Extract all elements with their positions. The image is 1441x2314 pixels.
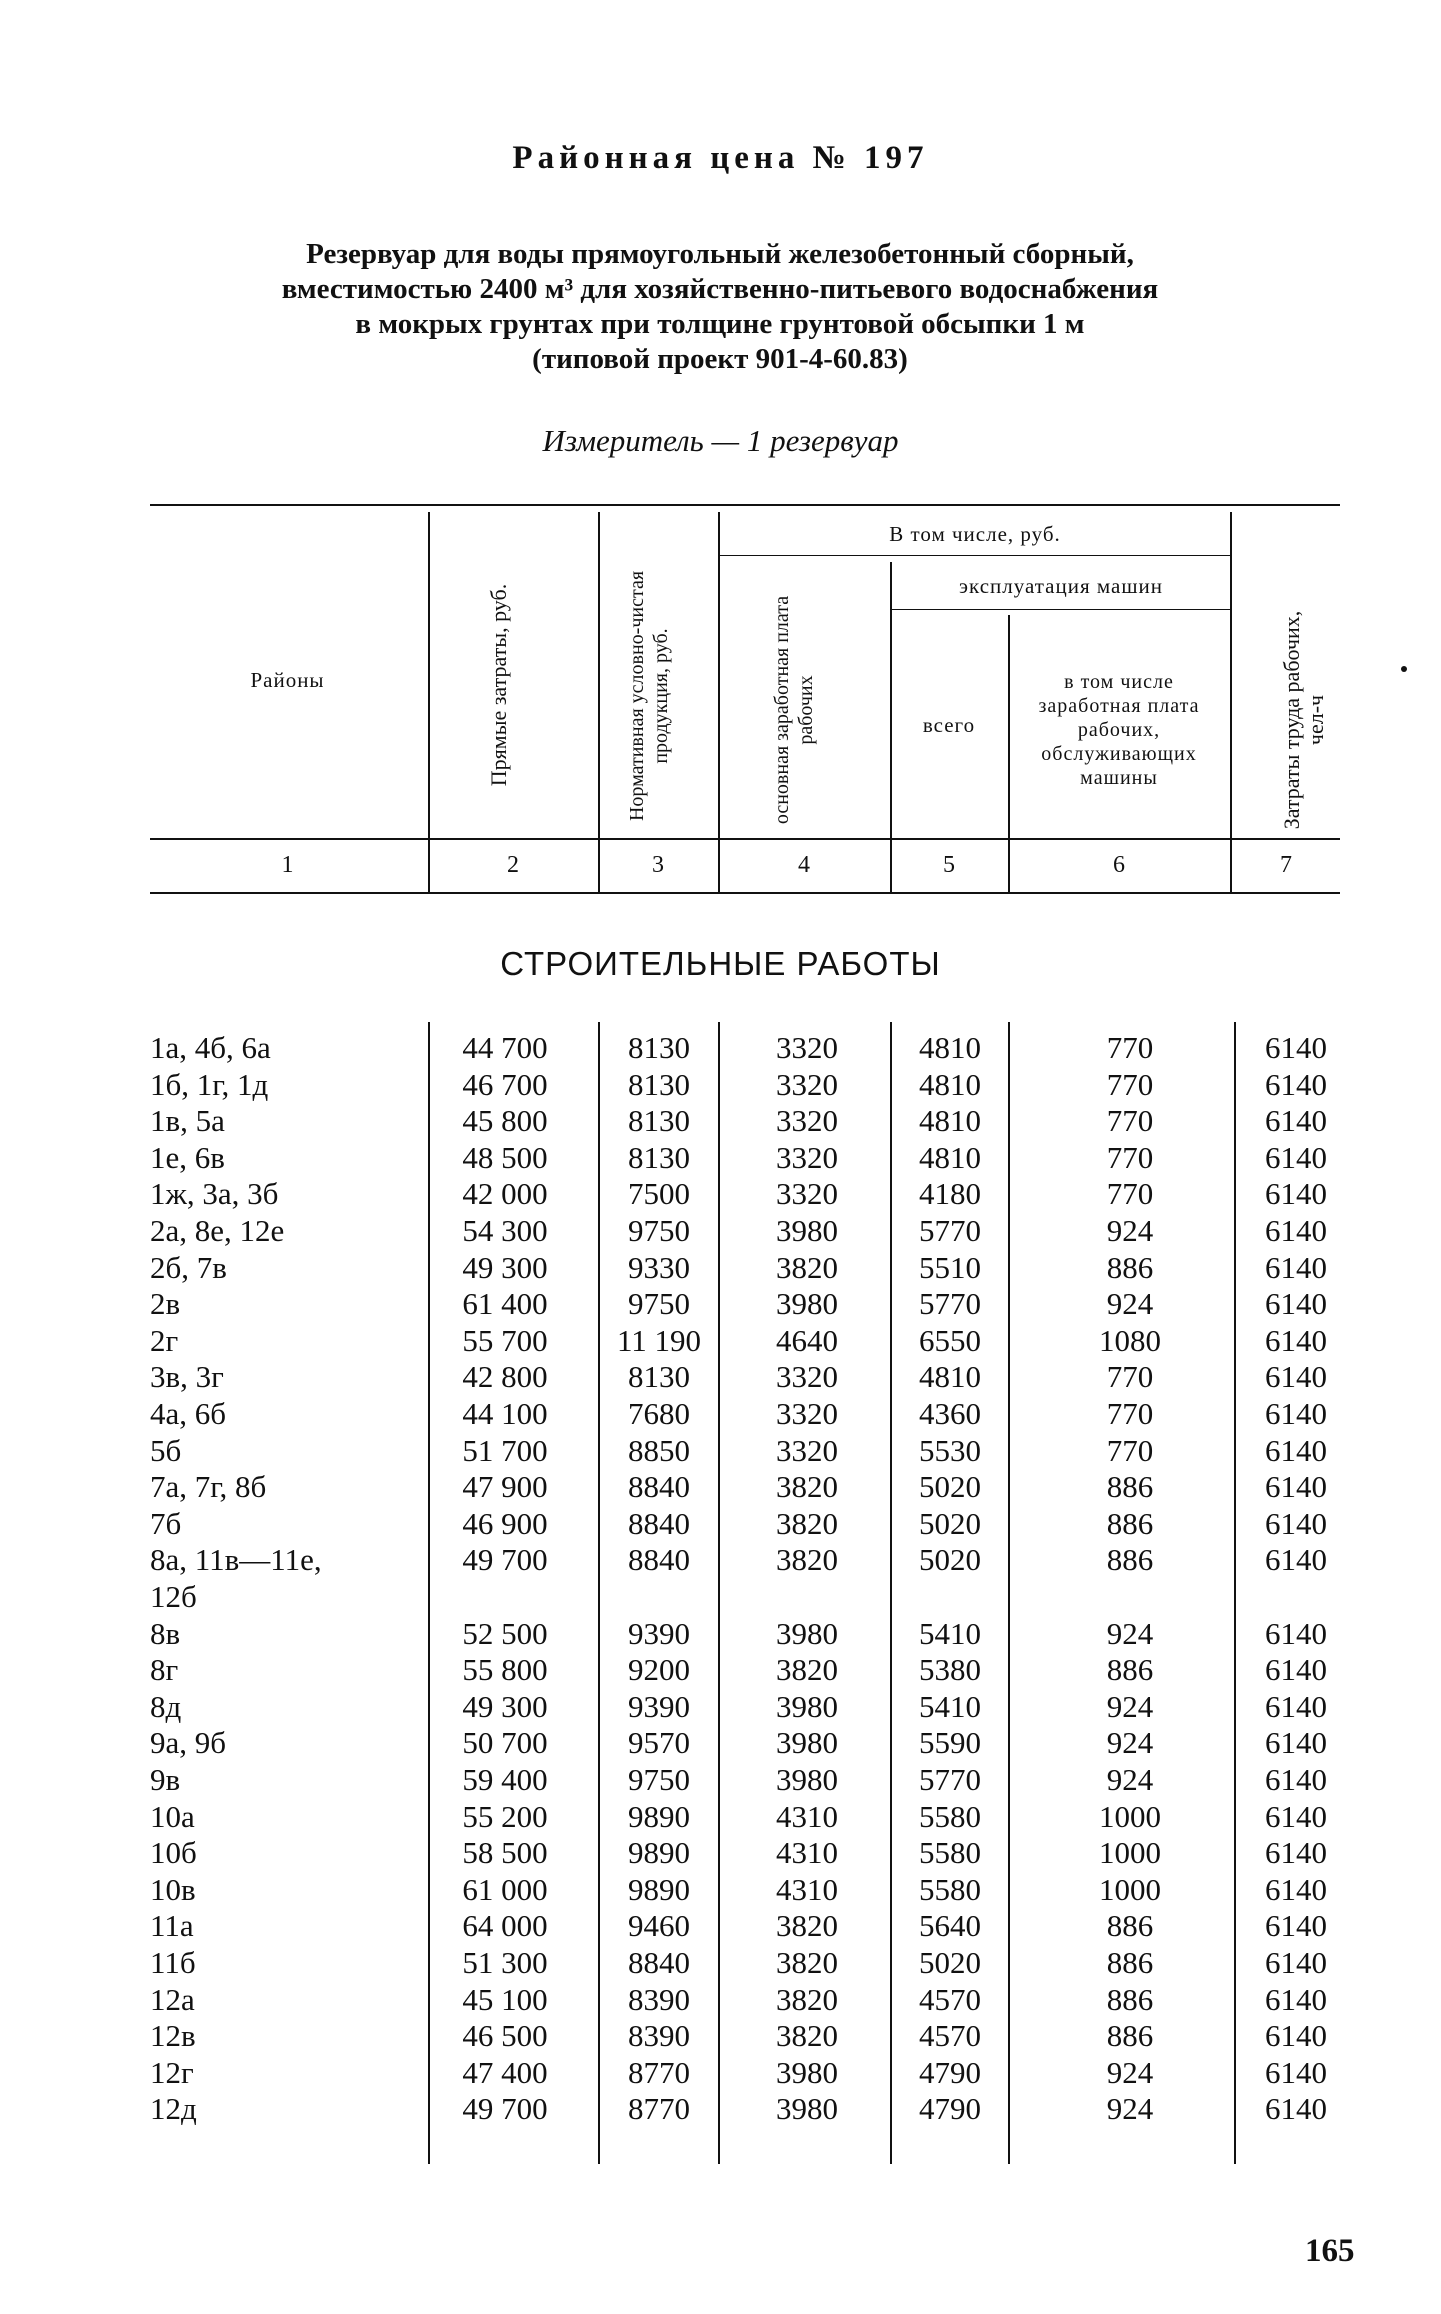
value-cell: 8390: [628, 2018, 690, 2054]
value-cell: 49 300: [462, 1688, 548, 1724]
table-row: [0, 1396, 1441, 1432]
value-cell: 886: [1106, 1469, 1154, 1505]
speck: [1401, 666, 1407, 672]
value-cell: 49 300: [462, 1249, 548, 1285]
table-row: [0, 1945, 1441, 1981]
value-cell: 3320: [776, 1359, 838, 1395]
measure-unit: Измеритель — 1 резервуар: [542, 423, 899, 458]
value-cell: 9330: [628, 1249, 690, 1285]
value-cell: 7680: [628, 1396, 690, 1431]
value-cell: 47 400: [462, 2054, 548, 2090]
value-cell: 9890: [628, 1835, 690, 1871]
table-row: [0, 1908, 1441, 1944]
table-row: [0, 1140, 1441, 1176]
value-cell: 3820: [776, 1652, 838, 1688]
value-cell: 44 700: [462, 1030, 548, 1065]
column-number: 2: [507, 852, 519, 878]
value-cell: 8770: [628, 2091, 690, 2127]
value-cell: 3320: [776, 1176, 838, 1212]
value-cell: 3820: [776, 1249, 838, 1285]
region-cell: 1е, 6в: [150, 1139, 225, 1175]
value-cell: 886: [1106, 1505, 1154, 1541]
region-cell: 1в, 5а: [150, 1103, 225, 1139]
table-row: [0, 1652, 1441, 1688]
value-cell: 5530: [919, 1432, 981, 1468]
subtitle-line: в мокрых грунтах при толщине грунтовой обсыпки 1 м: [355, 308, 1085, 340]
colnum-bottom-rule: [150, 892, 1340, 894]
region-cell: 8а, 11в—11е,: [150, 1542, 322, 1578]
value-cell: 3320: [776, 1103, 838, 1139]
value-cell: 6140: [1265, 1396, 1327, 1431]
value-cell: 3980: [776, 1762, 838, 1797]
region-cell: 11а: [150, 1908, 194, 1944]
value-cell: 8840: [628, 1469, 690, 1505]
value-cell: 6140: [1265, 1432, 1327, 1468]
value-cell: 3320: [776, 1066, 838, 1102]
header-direct-costs: Прямые затраты, руб.: [486, 583, 511, 787]
value-cell: 6140: [1265, 1908, 1327, 1944]
header-regions: Районы: [250, 668, 325, 692]
value-cell: 8130: [628, 1030, 690, 1065]
value-cell: 1000: [1099, 1835, 1161, 1871]
value-cell: 11 190: [616, 1322, 702, 1358]
value-cell: 5580: [919, 1798, 981, 1834]
table-row: [0, 1067, 1441, 1103]
region-cell: 12в: [150, 2018, 196, 2054]
value-cell: 44 100: [462, 1396, 548, 1431]
table-row: [0, 1103, 1441, 1139]
table-row: [0, 1286, 1441, 1322]
value-cell: 4310: [776, 1871, 838, 1907]
value-cell: 5770: [919, 1762, 981, 1797]
value-cell: 8130: [628, 1103, 690, 1139]
column-number: 3: [652, 852, 664, 878]
region-cell: 12б: [150, 1579, 197, 1614]
table-row: [0, 1323, 1441, 1359]
value-cell: 4810: [919, 1359, 981, 1395]
value-cell: 6140: [1265, 1871, 1327, 1907]
value-cell: 3980: [776, 1615, 838, 1651]
header-normative-products: Нормативная условно-чистая продукция, руб.: [626, 570, 672, 822]
table-row: [0, 2091, 1441, 2127]
subtitle-line: вместимостью 2400 м³ для хозяйственно-питьевого водоснабжения: [281, 273, 1159, 305]
table-row: [0, 1579, 1441, 1615]
value-cell: 4180: [919, 1176, 981, 1212]
value-cell: 6550: [919, 1322, 981, 1358]
value-cell: 4570: [919, 2018, 981, 2054]
value-cell: 924: [1106, 1286, 1154, 1322]
value-cell: 924: [1106, 1762, 1154, 1797]
value-cell: 9890: [628, 1798, 690, 1834]
value-cell: 6140: [1265, 1176, 1327, 1212]
value-cell: 5770: [919, 1213, 981, 1248]
value-cell: 52 500: [462, 1615, 548, 1651]
header-incl-wage: в том числе заработная плата рабочих, обслуживающих машины: [1038, 671, 1200, 789]
table-row: [0, 1213, 1441, 1249]
value-cell: 61 400: [462, 1286, 548, 1322]
value-cell: 9200: [628, 1652, 690, 1688]
region-cell: 11б: [150, 1945, 196, 1980]
region-cell: 8г: [150, 1652, 179, 1688]
table-row: [0, 1616, 1441, 1652]
value-cell: 886: [1106, 1945, 1154, 1980]
table-row: [0, 2055, 1441, 2091]
table-row: [0, 1982, 1441, 2018]
value-cell: 6140: [1265, 1762, 1327, 1797]
machines-rule: [890, 609, 1230, 610]
value-cell: 6140: [1265, 1030, 1327, 1065]
value-cell: 6140: [1265, 1066, 1327, 1102]
value-cell: 6140: [1265, 1249, 1327, 1285]
value-cell: 6140: [1265, 1945, 1327, 1980]
table-row: [0, 1689, 1441, 1725]
value-cell: 3980: [776, 1286, 838, 1322]
value-cell: 6140: [1265, 2018, 1327, 2054]
region-cell: 4а, 6б: [150, 1396, 227, 1431]
page-title: Районная цена № 197: [512, 140, 929, 176]
header-machine-operation: эксплуатация машин: [959, 574, 1163, 598]
region-cell: 9а, 9б: [150, 1725, 227, 1761]
value-cell: 886: [1106, 1652, 1154, 1688]
table-subtitle: [150, 237, 1290, 377]
value-cell: 1000: [1099, 1871, 1161, 1907]
value-cell: 3320: [776, 1139, 838, 1175]
value-cell: 5020: [919, 1542, 981, 1578]
region-cell: 12д: [150, 2091, 197, 2127]
value-cell: 6140: [1265, 1359, 1327, 1395]
value-cell: 3820: [776, 1981, 838, 2017]
including-rule: [718, 555, 1230, 556]
value-cell: 4310: [776, 1835, 838, 1871]
value-cell: 8850: [628, 1432, 690, 1468]
value-cell: 6140: [1265, 1725, 1327, 1761]
value-cell: 770: [1106, 1359, 1154, 1395]
value-cell: 886: [1106, 1981, 1154, 2017]
value-cell: 924: [1106, 1688, 1154, 1724]
value-cell: 3320: [776, 1432, 838, 1468]
value-cell: 3980: [776, 2054, 838, 2090]
value-cell: 3320: [776, 1396, 838, 1431]
value-cell: 7500: [628, 1176, 690, 1212]
region-cell: 2г: [150, 1322, 179, 1358]
value-cell: 45 800: [462, 1103, 548, 1139]
value-cell: 8130: [628, 1066, 690, 1102]
value-cell: 5770: [919, 1286, 981, 1322]
value-cell: 5410: [919, 1688, 981, 1724]
value-cell: 4810: [919, 1030, 981, 1065]
value-cell: 886: [1106, 2018, 1154, 2054]
value-cell: 770: [1106, 1139, 1154, 1175]
value-cell: 6140: [1265, 1103, 1327, 1139]
value-cell: 8840: [628, 1542, 690, 1578]
table-row: [0, 1542, 1441, 1578]
subtitle-line: (типовой проект 901-4-60.83): [532, 343, 908, 375]
value-cell: 3980: [776, 1725, 838, 1761]
value-cell: 9750: [628, 1213, 690, 1248]
value-cell: 3320: [776, 1030, 838, 1065]
region-cell: 2а, 8е, 12е: [150, 1213, 285, 1248]
subtitle-line: Резервуар для воды прямоугольный железобетонный сборный,: [306, 238, 1134, 270]
header-divider: [718, 512, 720, 892]
value-cell: 4790: [919, 2054, 981, 2090]
value-cell: 6140: [1265, 1981, 1327, 2017]
page-number: 165: [1305, 2233, 1355, 2269]
table-row: [0, 1359, 1441, 1395]
value-cell: 42 000: [462, 1176, 548, 1212]
value-cell: 6140: [1265, 1688, 1327, 1724]
value-cell: 51 300: [462, 1945, 548, 1980]
header-including: В том числе, руб.: [889, 522, 1061, 546]
value-cell: 6140: [1265, 1835, 1327, 1871]
value-cell: 886: [1106, 1908, 1154, 1944]
value-cell: 6140: [1265, 1652, 1327, 1688]
value-cell: 886: [1106, 1249, 1154, 1285]
region-cell: 7б: [150, 1505, 182, 1541]
region-cell: 9в: [150, 1762, 181, 1797]
value-cell: 770: [1106, 1103, 1154, 1139]
header-total: всего: [922, 713, 976, 737]
value-cell: 5380: [919, 1652, 981, 1688]
region-cell: 12а: [150, 1981, 195, 2017]
value-cell: 6140: [1265, 1322, 1327, 1358]
header-divider: [1230, 512, 1232, 892]
value-cell: 770: [1106, 1432, 1154, 1468]
value-cell: 45 100: [462, 1981, 548, 2017]
value-cell: 64 000: [462, 1908, 548, 1944]
value-cell: 42 800: [462, 1359, 548, 1395]
value-cell: 8840: [628, 1945, 690, 1980]
value-cell: 55 700: [462, 1322, 548, 1358]
value-cell: 54 300: [462, 1213, 548, 1248]
value-cell: 9750: [628, 1762, 690, 1797]
value-cell: 3820: [776, 2018, 838, 2054]
region-cell: 8в: [150, 1615, 181, 1651]
value-cell: 3820: [776, 1542, 838, 1578]
header-divider: [428, 512, 430, 892]
column-number: 4: [798, 852, 810, 878]
section-title: СТРОИТЕЛЬНЫЕ РАБОТЫ: [500, 945, 941, 982]
value-cell: 5510: [919, 1249, 981, 1285]
value-cell: 4810: [919, 1139, 981, 1175]
table-row: [0, 2018, 1441, 2054]
value-cell: 924: [1106, 1615, 1154, 1651]
header-bottom-rule: [150, 838, 1340, 840]
value-cell: 770: [1106, 1030, 1154, 1065]
value-cell: 6140: [1265, 1615, 1327, 1651]
value-cell: 924: [1106, 1213, 1154, 1248]
header-divider: [598, 512, 600, 892]
header-base-wage: основная заработная плата рабочих: [771, 595, 817, 825]
value-cell: 48 500: [462, 1139, 548, 1175]
table-row: [0, 1176, 1441, 1212]
value-cell: 6140: [1265, 1542, 1327, 1578]
header-labor: Затраты труда рабочих, чел-ч: [1279, 610, 1328, 830]
value-cell: 1000: [1099, 1798, 1161, 1834]
column-number: 7: [1280, 852, 1292, 878]
value-cell: 3820: [776, 1469, 838, 1505]
region-cell: 3в, 3г: [150, 1359, 224, 1395]
value-cell: 8770: [628, 2054, 690, 2090]
value-cell: 6140: [1265, 1798, 1327, 1834]
value-cell: 8840: [628, 1505, 690, 1541]
value-cell: 49 700: [462, 1542, 548, 1578]
region-cell: 1ж, 3а, 3б: [150, 1176, 279, 1212]
value-cell: 9570: [628, 1725, 690, 1761]
value-cell: 4310: [776, 1798, 838, 1834]
value-cell: 770: [1106, 1066, 1154, 1102]
value-cell: 8130: [628, 1359, 690, 1395]
value-cell: 3980: [776, 2091, 838, 2127]
table-row: [0, 1250, 1441, 1286]
value-cell: 46 500: [462, 2018, 548, 2054]
region-cell: 12г: [150, 2054, 194, 2090]
value-cell: 3980: [776, 1688, 838, 1724]
value-cell: 3820: [776, 1505, 838, 1541]
value-cell: 924: [1106, 2054, 1154, 2090]
value-cell: 3980: [776, 1213, 838, 1248]
table-row: [0, 1725, 1441, 1761]
table-row: [0, 1433, 1441, 1469]
value-cell: 5020: [919, 1945, 981, 1980]
value-cell: 886: [1106, 1542, 1154, 1578]
value-cell: 51 700: [462, 1432, 548, 1468]
value-cell: 8390: [628, 1981, 690, 2017]
value-cell: 5580: [919, 1871, 981, 1907]
value-cell: 49 700: [462, 2091, 548, 2127]
value-cell: 50 700: [462, 1725, 548, 1761]
value-cell: 4790: [919, 2091, 981, 2127]
table-row: [0, 1469, 1441, 1505]
value-cell: 6140: [1265, 2091, 1327, 2127]
value-cell: 3820: [776, 1945, 838, 1980]
region-cell: 1б, 1г, 1д: [150, 1066, 269, 1102]
value-cell: 9460: [628, 1908, 690, 1944]
region-cell: 1а, 4б, 6а: [150, 1030, 271, 1065]
value-cell: 4810: [919, 1066, 981, 1102]
value-cell: 9390: [628, 1615, 690, 1651]
value-cell: 4810: [919, 1103, 981, 1139]
region-cell: 8д: [150, 1688, 182, 1724]
value-cell: 3820: [776, 1908, 838, 1944]
value-cell: 6140: [1265, 1286, 1327, 1322]
value-cell: 8130: [628, 1139, 690, 1175]
region-cell: 10а: [150, 1798, 195, 1834]
table-row: [0, 1506, 1441, 1542]
value-cell: 5580: [919, 1835, 981, 1871]
value-cell: 4360: [919, 1396, 981, 1431]
value-cell: 924: [1106, 2091, 1154, 2127]
value-cell: 924: [1106, 1725, 1154, 1761]
value-cell: 6140: [1265, 2054, 1327, 2090]
value-cell: 5640: [919, 1908, 981, 1944]
value-cell: 5410: [919, 1615, 981, 1651]
value-cell: 9890: [628, 1871, 690, 1907]
region-cell: 5б: [150, 1432, 182, 1468]
value-cell: 1080: [1099, 1322, 1161, 1358]
value-cell: 4640: [776, 1322, 838, 1358]
value-cell: 9390: [628, 1688, 690, 1724]
value-cell: 770: [1106, 1396, 1154, 1431]
value-cell: 47 900: [462, 1469, 548, 1505]
value-cell: 5590: [919, 1725, 981, 1761]
region-cell: 2б, 7в: [150, 1249, 227, 1285]
value-cell: 4570: [919, 1981, 981, 2017]
region-cell: 2в: [150, 1286, 181, 1322]
value-cell: 5020: [919, 1469, 981, 1505]
value-cell: 59 400: [462, 1762, 548, 1797]
region-cell: 10в: [150, 1871, 196, 1907]
value-cell: 55 200: [462, 1798, 548, 1834]
table-row: [0, 1799, 1441, 1835]
value-cell: 55 800: [462, 1652, 548, 1688]
value-cell: 6140: [1265, 1213, 1327, 1248]
column-number: 6: [1113, 852, 1125, 878]
value-cell: 9750: [628, 1286, 690, 1322]
value-cell: 58 500: [462, 1835, 548, 1871]
table-row: [0, 1835, 1441, 1871]
region-cell: 7а, 7г, 8б: [150, 1469, 267, 1505]
value-cell: 6140: [1265, 1469, 1327, 1505]
header-top-rule: [150, 504, 1340, 506]
region-cell: 10б: [150, 1835, 197, 1871]
value-cell: 5020: [919, 1505, 981, 1541]
value-cell: 46 700: [462, 1066, 548, 1102]
header-divider: [1008, 615, 1010, 892]
table-row: [0, 1030, 1441, 1066]
value-cell: 61 000: [462, 1871, 548, 1907]
table-row: [0, 1872, 1441, 1908]
value-cell: 46 900: [462, 1505, 548, 1541]
value-cell: 770: [1106, 1176, 1154, 1212]
value-cell: 6140: [1265, 1139, 1327, 1175]
column-number: 5: [943, 852, 955, 878]
column-number: 1: [281, 852, 294, 878]
table-row: [0, 1762, 1441, 1798]
value-cell: 6140: [1265, 1505, 1327, 1541]
